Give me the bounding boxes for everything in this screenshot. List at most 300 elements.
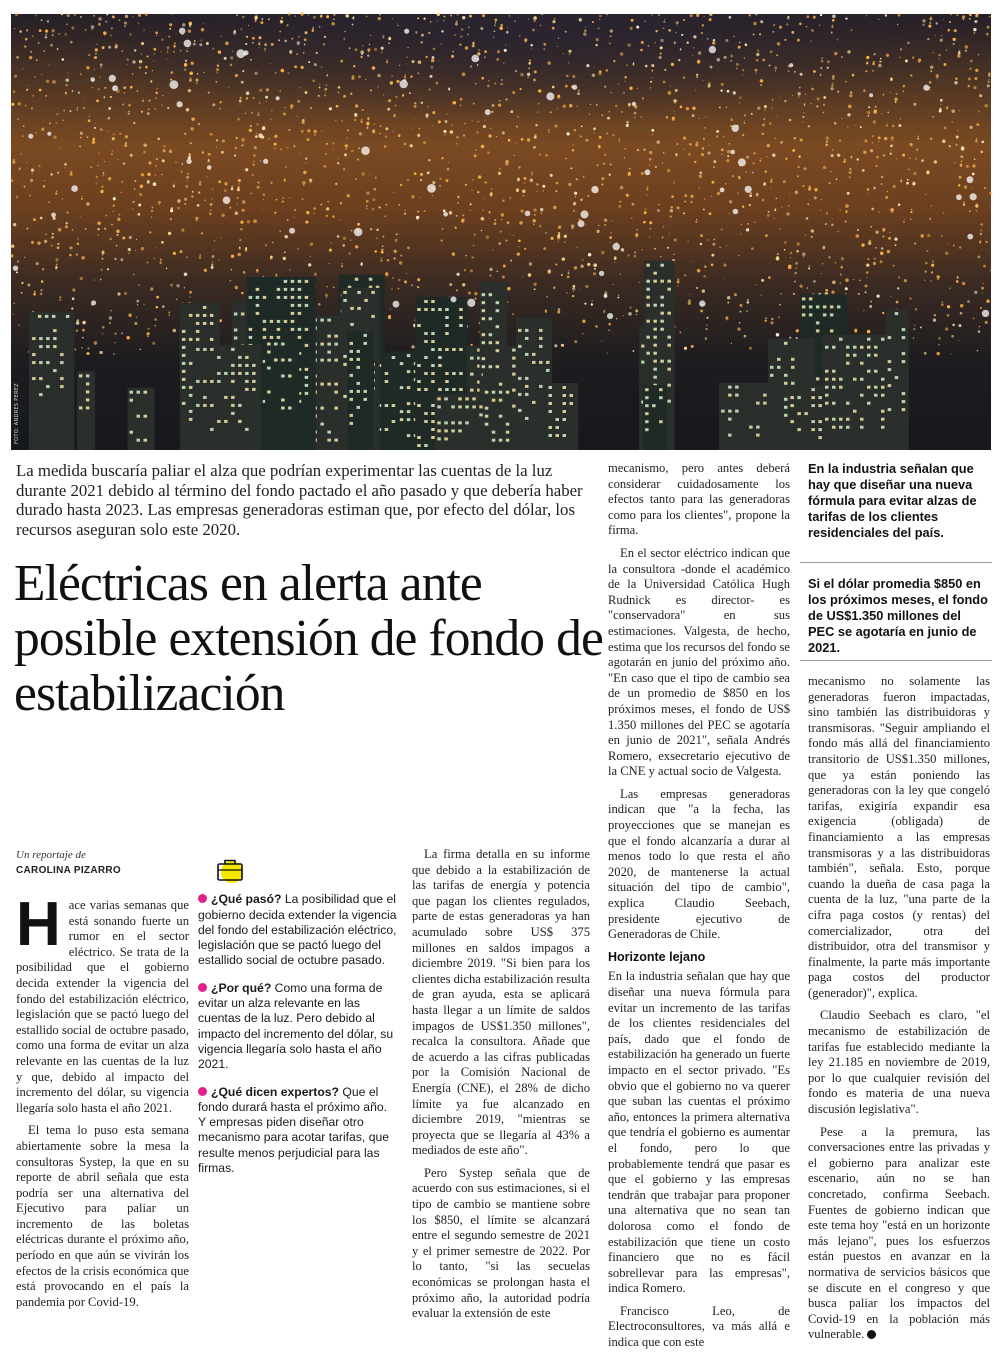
city-light xyxy=(135,250,136,251)
city-light xyxy=(674,111,675,112)
building-window xyxy=(417,324,421,327)
city-light xyxy=(608,323,611,326)
city-light xyxy=(388,42,390,44)
city-light xyxy=(166,59,167,60)
city-light xyxy=(779,26,782,29)
city-light xyxy=(530,179,534,183)
city-light xyxy=(372,208,374,210)
city-light xyxy=(980,230,982,232)
city-light xyxy=(811,88,814,91)
city-light xyxy=(102,174,104,176)
city-light xyxy=(494,18,497,21)
city-light xyxy=(252,37,255,40)
building-window xyxy=(465,397,469,400)
city-light xyxy=(981,151,984,154)
building-window xyxy=(525,329,529,332)
building-window xyxy=(525,353,529,356)
city-light xyxy=(140,349,141,350)
city-light xyxy=(11,179,14,182)
city-light xyxy=(890,145,893,148)
building-window xyxy=(853,378,857,381)
city-light xyxy=(374,250,377,253)
city-light xyxy=(608,330,609,331)
city-light xyxy=(663,21,665,23)
building-window xyxy=(570,394,574,397)
city-light xyxy=(638,282,640,284)
city-light xyxy=(568,270,569,271)
building-window xyxy=(784,342,788,345)
city-light xyxy=(30,179,33,182)
city-light xyxy=(671,63,674,66)
city-light xyxy=(957,54,960,57)
city-light xyxy=(417,286,419,288)
city-light xyxy=(338,92,340,94)
building-window xyxy=(385,428,389,431)
city-light xyxy=(823,96,826,99)
city-light xyxy=(913,337,915,339)
building-window xyxy=(777,366,781,369)
city-light xyxy=(693,47,695,49)
city-light xyxy=(125,142,127,144)
city-light xyxy=(152,70,153,71)
city-light xyxy=(45,233,47,235)
building-window xyxy=(459,308,463,311)
city-light xyxy=(343,244,345,246)
building-window xyxy=(874,346,878,349)
city-light xyxy=(483,125,486,128)
street-lamp-glow xyxy=(354,228,363,237)
city-light xyxy=(294,209,296,211)
city-light xyxy=(807,15,810,18)
city-light xyxy=(591,303,593,305)
city-light xyxy=(425,114,428,117)
city-light xyxy=(797,92,800,95)
city-light xyxy=(524,182,525,183)
city-light xyxy=(723,264,726,267)
city-light xyxy=(689,294,690,295)
building-window xyxy=(667,288,671,291)
city-light xyxy=(739,102,740,103)
city-light xyxy=(517,252,520,255)
city-light xyxy=(206,42,209,45)
street-lamp-glow xyxy=(956,194,962,200)
city-light xyxy=(449,283,452,286)
city-light xyxy=(284,179,286,181)
city-light xyxy=(577,247,578,248)
building-window xyxy=(563,386,567,389)
city-light xyxy=(355,178,357,180)
city-light xyxy=(452,252,455,255)
qa-question: ¿Por qué? xyxy=(211,980,272,995)
city-light xyxy=(533,79,536,82)
city-light xyxy=(411,345,414,348)
city-light xyxy=(647,186,649,188)
city-light xyxy=(253,219,257,223)
city-light xyxy=(702,147,704,149)
city-light xyxy=(786,23,788,25)
building-window xyxy=(818,428,822,431)
city-light xyxy=(440,239,442,241)
city-light xyxy=(498,103,501,106)
city-light xyxy=(314,273,317,276)
city-light xyxy=(211,264,213,266)
city-light xyxy=(518,246,519,247)
city-light xyxy=(533,283,536,286)
city-light xyxy=(947,314,950,317)
building-window xyxy=(210,322,214,325)
city-light xyxy=(88,54,90,56)
city-light xyxy=(986,300,989,303)
city-light xyxy=(943,213,944,214)
city-light xyxy=(44,180,45,181)
city-light xyxy=(177,199,180,202)
city-light xyxy=(823,104,825,106)
city-light xyxy=(696,14,699,17)
city-light xyxy=(730,55,733,58)
city-light xyxy=(296,53,298,55)
building-window xyxy=(512,389,516,392)
street-lamp-glow xyxy=(599,271,604,276)
building-window xyxy=(305,376,309,379)
building xyxy=(643,385,666,450)
city-light xyxy=(930,280,932,282)
city-light xyxy=(89,116,90,117)
city-light xyxy=(896,158,897,159)
building-window xyxy=(902,392,906,395)
city-light xyxy=(189,25,191,27)
city-light xyxy=(496,58,499,61)
street-lamp-glow xyxy=(720,188,725,193)
city-light xyxy=(305,157,308,160)
building-window xyxy=(470,373,474,376)
building-window xyxy=(270,336,274,339)
city-light xyxy=(16,197,18,199)
city-light xyxy=(246,97,248,99)
city-light xyxy=(237,188,240,191)
city-light xyxy=(14,75,17,78)
city-light xyxy=(160,259,162,261)
city-light xyxy=(237,197,239,199)
building-window xyxy=(902,328,906,331)
city-light xyxy=(649,164,650,165)
city-light xyxy=(300,12,303,15)
city-light xyxy=(854,125,855,126)
city-light xyxy=(908,169,910,171)
city-light xyxy=(803,112,804,113)
city-light xyxy=(905,59,908,62)
city-light xyxy=(102,250,105,253)
city-light xyxy=(957,277,959,279)
city-light xyxy=(260,160,261,161)
city-light xyxy=(732,175,734,177)
city-light xyxy=(316,52,318,54)
city-light xyxy=(242,141,243,142)
building-window xyxy=(267,367,271,370)
city-light xyxy=(96,100,99,103)
building-window xyxy=(499,439,503,442)
city-light xyxy=(176,284,179,287)
city-light xyxy=(211,266,214,269)
city-light xyxy=(941,235,942,236)
city-light xyxy=(96,43,98,45)
city-light xyxy=(400,184,402,186)
building-window xyxy=(137,415,141,418)
building-window xyxy=(809,297,813,300)
city-light xyxy=(53,136,56,139)
building-window xyxy=(784,406,788,409)
city-light xyxy=(159,262,161,264)
city-light xyxy=(143,30,144,31)
city-light xyxy=(802,116,804,118)
city-light xyxy=(634,117,635,118)
city-light xyxy=(332,142,334,144)
city-light xyxy=(834,52,837,55)
city-light xyxy=(385,135,387,137)
building-window xyxy=(832,386,836,389)
city-light xyxy=(240,221,243,224)
city-light xyxy=(132,16,133,17)
city-light xyxy=(512,313,514,315)
city-light xyxy=(98,235,99,236)
city-light xyxy=(975,69,978,72)
city-light xyxy=(738,177,741,180)
city-light xyxy=(61,13,63,15)
city-light xyxy=(587,263,590,266)
city-light xyxy=(129,33,131,35)
building-window xyxy=(860,362,864,365)
building-window xyxy=(417,308,421,311)
city-light xyxy=(124,144,127,147)
city-light xyxy=(212,103,215,106)
city-light xyxy=(618,140,620,142)
city-light xyxy=(490,192,493,195)
city-light xyxy=(23,125,25,127)
building-window xyxy=(407,410,411,413)
city-light xyxy=(319,26,321,28)
city-light xyxy=(839,140,841,142)
city-light xyxy=(981,287,984,290)
city-light xyxy=(820,14,822,16)
city-light xyxy=(969,68,972,71)
bullet-dot-icon xyxy=(198,983,207,992)
city-light xyxy=(443,15,445,17)
building-window xyxy=(825,346,829,349)
city-light xyxy=(153,182,157,186)
city-light xyxy=(826,141,828,143)
city-light xyxy=(949,21,951,23)
city-light xyxy=(132,201,134,203)
city-light xyxy=(367,117,369,119)
building-window xyxy=(645,420,649,423)
city-light xyxy=(946,49,947,50)
city-light xyxy=(386,204,388,206)
city-light xyxy=(128,104,131,107)
city-light xyxy=(45,29,48,32)
city-light xyxy=(282,200,284,202)
city-light xyxy=(170,218,173,221)
city-light xyxy=(890,296,891,297)
city-light xyxy=(696,141,699,144)
city-light xyxy=(134,49,136,51)
building-window xyxy=(853,346,857,349)
city-light xyxy=(755,284,756,285)
city-light xyxy=(141,111,143,113)
street-lamp-glow xyxy=(186,159,191,164)
city-light xyxy=(357,159,359,161)
city-light xyxy=(499,27,503,31)
city-light xyxy=(938,54,941,57)
city-light xyxy=(398,204,400,206)
city-light xyxy=(39,29,42,32)
city-light xyxy=(173,185,175,187)
city-light xyxy=(760,158,761,159)
city-light xyxy=(785,158,787,160)
city-light xyxy=(753,22,756,25)
city-light xyxy=(515,143,516,144)
city-light xyxy=(224,182,227,185)
city-light xyxy=(137,90,138,91)
city-light xyxy=(667,247,669,249)
city-light xyxy=(344,31,345,32)
city-light xyxy=(112,137,115,140)
building-window xyxy=(653,344,657,347)
city-light xyxy=(369,174,370,175)
city-light xyxy=(224,57,227,60)
building-window xyxy=(458,421,462,424)
city-light xyxy=(684,275,686,277)
city-light xyxy=(477,52,480,55)
building-window xyxy=(653,352,657,355)
city-light xyxy=(11,103,14,106)
city-light xyxy=(82,321,85,324)
building-window xyxy=(825,386,829,389)
city-light xyxy=(27,283,30,286)
city-light xyxy=(601,340,602,341)
city-light xyxy=(51,34,53,36)
building-window xyxy=(816,321,820,324)
city-light xyxy=(486,236,489,239)
city-light xyxy=(444,134,445,135)
city-light xyxy=(448,88,450,90)
city-light xyxy=(150,287,153,290)
building-window xyxy=(860,418,864,421)
city-light xyxy=(903,85,906,88)
building-window xyxy=(263,336,267,339)
city-light xyxy=(850,91,852,93)
city-light xyxy=(752,172,754,174)
city-light xyxy=(432,181,435,184)
city-light xyxy=(938,344,939,345)
city-light xyxy=(613,60,616,63)
city-light xyxy=(181,171,182,172)
city-light xyxy=(26,89,28,91)
building-window xyxy=(46,337,50,340)
city-light xyxy=(802,253,805,256)
city-light xyxy=(598,146,601,149)
body-column-3 xyxy=(412,847,590,1329)
city-light xyxy=(577,92,580,95)
city-light xyxy=(155,165,156,166)
city-light xyxy=(82,337,84,339)
city-light xyxy=(625,81,626,82)
city-light xyxy=(154,325,156,327)
city-light xyxy=(751,247,754,250)
city-light xyxy=(63,110,65,112)
city-light xyxy=(687,42,689,44)
city-light xyxy=(904,279,907,282)
city-light xyxy=(250,193,252,195)
city-light xyxy=(96,183,97,184)
city-light xyxy=(279,90,281,92)
city-light xyxy=(219,259,220,260)
building-window xyxy=(281,399,285,402)
building-window xyxy=(431,380,435,383)
building-window xyxy=(830,313,834,316)
city-light xyxy=(56,113,58,115)
city-light xyxy=(128,111,130,113)
building-window xyxy=(853,410,857,413)
city-light xyxy=(658,14,660,16)
building-window xyxy=(277,320,281,323)
city-light xyxy=(464,123,466,125)
building-window xyxy=(860,426,864,429)
divider xyxy=(800,562,992,563)
city-light xyxy=(465,255,467,257)
building-window xyxy=(234,337,238,340)
city-light xyxy=(568,183,571,186)
city-light xyxy=(142,98,143,99)
city-light xyxy=(636,26,639,29)
building-window xyxy=(458,397,462,400)
city-light xyxy=(632,203,635,206)
city-light xyxy=(726,245,727,246)
city-light xyxy=(628,103,631,106)
city-light xyxy=(285,107,286,108)
city-light xyxy=(390,81,393,84)
city-light xyxy=(515,70,517,72)
building-window xyxy=(32,337,36,340)
building-window xyxy=(867,354,871,357)
street-lamp-glow xyxy=(733,209,739,215)
city-light xyxy=(725,39,728,42)
city-light xyxy=(935,35,936,36)
city-light xyxy=(366,16,368,18)
city-light xyxy=(557,236,560,239)
body-paragraph: mecanismo no solamente las generadoras fueron impactadas, sino también las distribuidoras y transmisoras. "Seguir ampliando el fondo más allá del financiamiento transitorio de US$1.350 millones, que ya están poniendo las generadoras con la ley que congeló tarifas, exigiría expandir esa exigencia (obligada) de financiamiento a las empresas transmisoras y a las distribuidoras también", señala. Esto, porque cuando la dueña de casa paga la cuenta de la luz, "una parte de la cifra paga costos (y rentas) del comercializador, otra del distribuidor, otra del transmisor y finalmente, la parte más importante paga costos del productor (generador)", explica. xyxy=(808,674,990,1000)
city-light xyxy=(518,166,520,168)
city-light xyxy=(959,324,962,327)
building-window xyxy=(238,364,242,367)
city-light xyxy=(271,110,273,112)
building-window xyxy=(284,288,288,291)
city-light xyxy=(891,211,893,213)
city-light xyxy=(717,192,720,195)
city-light xyxy=(257,114,259,116)
city-light xyxy=(727,302,729,304)
city-light xyxy=(489,268,492,271)
city-light xyxy=(902,154,905,157)
building-window xyxy=(546,369,550,372)
city-light xyxy=(107,117,110,120)
city-night-photo xyxy=(11,14,991,450)
city-light xyxy=(327,201,328,202)
city-light xyxy=(792,149,795,152)
building-window xyxy=(238,404,242,407)
building-window xyxy=(728,418,732,421)
city-light xyxy=(649,151,652,154)
city-light xyxy=(156,158,158,160)
building-window xyxy=(472,397,476,400)
